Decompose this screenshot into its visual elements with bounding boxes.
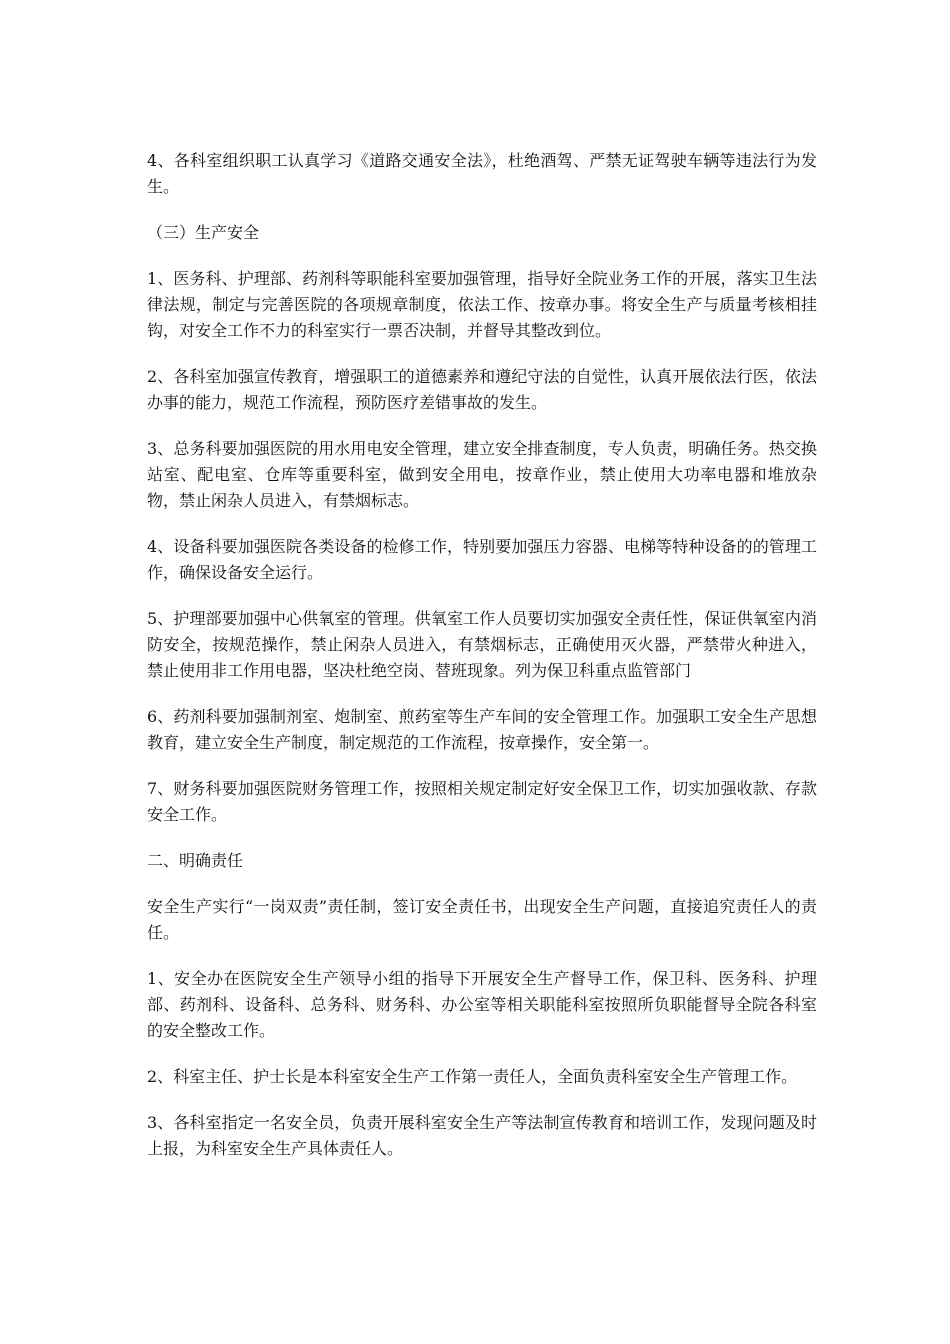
paragraph-responsibility-2: 2、科室主任、护士长是本科室安全生产工作第一责任人，全面负责科室安全生产管理工作。 bbox=[147, 1067, 798, 1086]
paragraph-item-3: 3、总务科要加强医院的用水用电安全管理，建立安全排查制度，专人负责，明确任务。热交换站室、配电室、仓库等重要科室，做到安全用电，按章作业，禁止使用大功率电器和堆放杂物，禁止闲杂人员进入，有禁烟标志。 bbox=[147, 439, 817, 510]
paragraph-item-6: 6、药剂科要加强制剂室、炮制室、煎药室等生产车间的安全管理工作。加强职工安全生产思想教育，建立安全生产制度，制定规范的工作流程，按章操作，安全第一。 bbox=[147, 707, 817, 752]
paragraph-responsibility-3: 3、各科室指定一名安全员，负责开展科室安全生产等法制宣传教育和培训工作，发现问题及时上报，为科室安全生产具体责任人。 bbox=[147, 1113, 817, 1158]
section-heading-responsibility: 二、明确责任 bbox=[147, 851, 244, 870]
paragraph-item-7: 7、财务科要加强医院财务管理工作，按照相关规定制定好安全保卫工作，切实加强收款、存款安全工作。 bbox=[147, 779, 817, 824]
paragraph-item-2: 2、各科室加强宣传教育，增强职工的道德素养和遵纪守法的自觉性，认真开展依法行医，依法办事的能力，规范工作流程，预防医疗差错事故的发生。 bbox=[147, 367, 817, 412]
paragraph-item-1: 1、医务科、护理部、药剂科等职能科室要加强管理，指导好全院业务工作的开展，落实卫生法律法规，制定与完善医院的各项规章制度，依法工作、按章办事。将安全生产与质量考核相挂钩，对安全工作不力的科室实行一票否决制，并督导其整改到位。 bbox=[147, 269, 817, 340]
paragraph-item-5: 5、护理部要加强中心供氧室的管理。供氧室工作人员要切实加强安全责任性，保证供氧室内消防安全，按规范操作，禁止闲杂人员进入，有禁烟标志，正确使用灭火器，严禁带火种进入，禁止使用非工作用电器，坚决杜绝空岗、替班现象。列为保卫科重点监管部门 bbox=[147, 609, 817, 680]
section-heading-production-safety: （三）生产安全 bbox=[147, 223, 260, 242]
paragraph-responsibility-1: 1、安全办在医院安全生产领导小组的指导下开展安全生产督导工作，保卫科、医务科、护理部、药剂科、设备科、总务科、财务科、办公室等相关职能科室按照所负职能督导全院各科室的安全整改工作。 bbox=[147, 969, 817, 1040]
paragraph-responsibility-intro: 安全生产实行“一岗双责”责任制，签订安全责任书，出现安全生产问题，直接追究责任人的责任。 bbox=[147, 897, 817, 942]
paragraph-traffic-law: 4、各科室组织职工认真学习《道路交通安全法》，杜绝酒驾、严禁无证驾驶车辆等违法行为发生。 bbox=[147, 151, 817, 196]
document-body bbox=[147, 148, 817, 1182]
paragraph-item-4: 4、设备科要加强医院各类设备的检修工作，特别要加强压力容器、电梯等特种设备的的管理工作，确保设备安全运行。 bbox=[147, 537, 817, 582]
